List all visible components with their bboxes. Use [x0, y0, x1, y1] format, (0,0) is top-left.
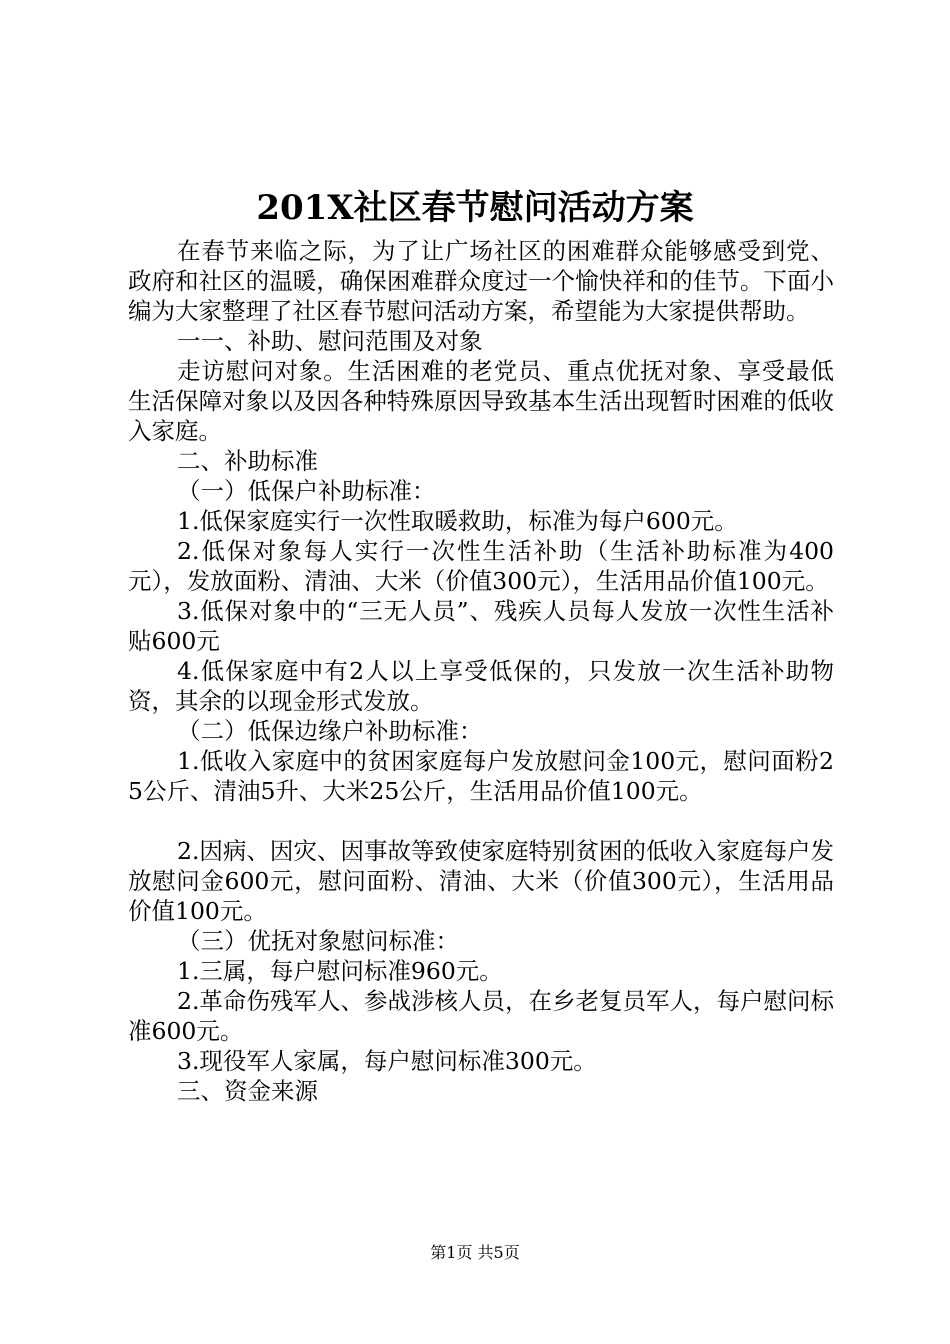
- page-number-footer: 第1页 共5页: [430, 1243, 520, 1262]
- intro-paragraph: 在春节来临之际，为了让广场社区的困难群众能够感受到党、政府和社区的温暖，确保困难群众度过一个愉快祥和的佳节。下面小编为大家整理了社区春节慰问活动方案，希望能为大家提供帮助。: [128, 237, 834, 325]
- section-heading-standards: 二、补助标准: [177, 447, 318, 475]
- section-heading-funding: 三、资金来源: [177, 1077, 318, 1105]
- document-body: [128, 236, 834, 1106]
- scope-paragraph: 走访慰问对象。生活困难的老党员、重点优抚对象、享受最低生活保障对象以及因各种特殊原因导致基本生活出现暂时困难的低收入家庭。: [128, 357, 834, 445]
- list-item: 2.革命伤残军人、参战涉核人员，在乡老复员军人，每户慰问标准600元。: [128, 987, 834, 1045]
- list-item: 1.低保家庭实行一次性取暖救助，标准为每户600元。: [177, 507, 738, 535]
- subsection-heading-special-care: （三）优抚对象慰问标准：: [177, 927, 459, 955]
- list-item: 1.低收入家庭中的贫困家庭每户发放慰问金100元，慰问面粉25公斤、清油5升、大米25公斤，生活用品价值100元。: [128, 747, 834, 805]
- subsection-heading-low-income: （一）低保户补助标准：: [177, 477, 436, 505]
- document-title: 201X社区春节慰问活动方案: [256, 188, 694, 228]
- list-item: 4.低保家庭中有2人以上享受低保的，只发放一次生活补助物资，其余的以现金形式发放。: [128, 657, 834, 715]
- section-heading-scope: 一一、补助、慰问范围及对象: [177, 327, 483, 355]
- list-item: 3.低保对象中的“三无人员”、残疾人员每人发放一次性生活补贴600元: [128, 597, 834, 655]
- list-item: 3.现役军人家属，每户慰问标准300元。: [177, 1047, 597, 1075]
- blank-line: [128, 806, 834, 836]
- list-item: 2.低保对象每人实行一次性生活补助（生活补助标准为400元），发放面粉、清油、大米（价值300元），生活用品价值100元。: [128, 537, 834, 595]
- subsection-heading-marginal: （二）低保边缘户补助标准：: [177, 717, 483, 745]
- list-item: 2.因病、因灾、因事故等致使家庭特别贫困的低收入家庭每户发放慰问金600元，慰问面粉、清油、大米（价值300元），生活用品价值100元。: [128, 837, 834, 925]
- list-item: 1.三属，每户慰问标准960元。: [177, 957, 503, 985]
